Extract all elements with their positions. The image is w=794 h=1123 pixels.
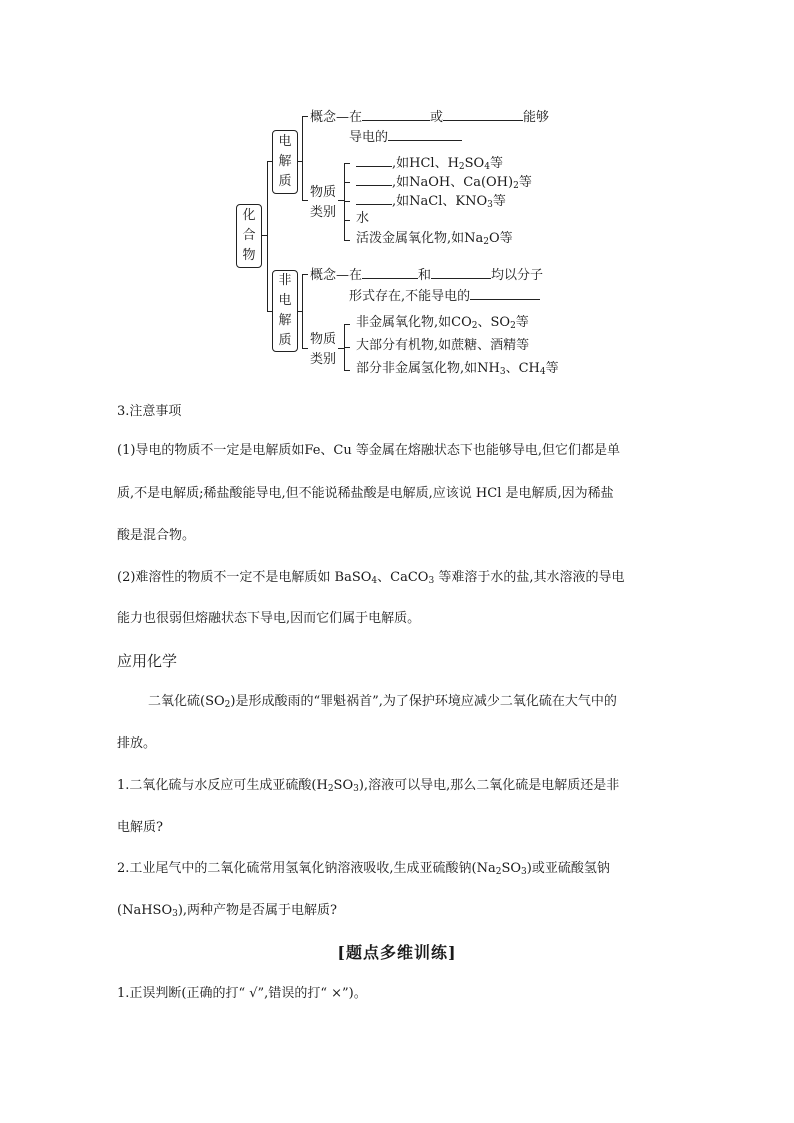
text-run: 水	[356, 211, 370, 226]
text-run: 非金属氧化物,如CO	[356, 315, 472, 330]
electrolyte-bracket	[302, 116, 303, 200]
rich-text	[117, 528, 195, 543]
text-run: 、SO	[477, 315, 511, 330]
applied-intro-line	[117, 734, 156, 754]
question-1-line	[117, 818, 163, 838]
text-run: (NaHSO	[117, 903, 173, 918]
nonelectrolyte-bracket	[302, 274, 303, 348]
box-char: 电	[278, 293, 292, 308]
text-run: 活泼金属氧化物,如Na	[356, 231, 484, 246]
nonelectrolyte-concept-line1	[310, 266, 543, 284]
fill-blank[interactable]	[443, 108, 523, 121]
applied-heading: 应用化学	[117, 652, 178, 670]
text-run: 能力也很弱但熔融状态下导电,因而它们属于电解质。	[117, 611, 421, 626]
text-run: (1)导电的物质不一定是电解质如Fe、Cu 等金属在熔融状态下也能够导电,但它们都是单	[117, 443, 621, 458]
category-label: 类别	[310, 205, 337, 220]
subscript: 3	[521, 867, 527, 877]
text-run: (2)难溶性的物质不一定不是电解质如 BaSO	[117, 570, 372, 585]
root-char: 化	[242, 208, 256, 223]
text-run: 等	[518, 175, 532, 190]
text-run: )是形成酸雨的“罪魁祸首”,为了保护环境应减少二氧化硫在大气中的	[230, 694, 617, 709]
nonelectrolyte-box	[272, 270, 298, 352]
root-bracket	[267, 161, 268, 311]
concept-or: 或	[430, 110, 444, 125]
subscript: 2	[513, 181, 519, 191]
item-tick	[344, 182, 350, 183]
text-run: ),两种产物是否属于电解质?	[177, 903, 338, 918]
text-run: ,如NaOH、Ca(OH)	[392, 175, 514, 190]
electrolyte-to-concept	[302, 116, 308, 117]
root-char: 物	[242, 248, 256, 263]
text-run: SO	[333, 778, 354, 793]
nonelectrolyte-item-organic	[356, 338, 529, 354]
text-run: 电解质?	[117, 820, 163, 835]
text-run: SO	[501, 861, 522, 876]
rich-text	[117, 486, 614, 501]
item-tick	[344, 201, 350, 202]
root-char: 合	[242, 228, 256, 243]
text-run: ,如NaCl、KNO	[392, 194, 488, 209]
root-box-compound	[236, 204, 262, 268]
fill-blank[interactable]	[356, 173, 392, 186]
applied-intro-line	[148, 692, 617, 712]
fill-blank[interactable]	[362, 108, 430, 121]
box-char: 质	[278, 333, 292, 348]
rich-text	[392, 156, 503, 171]
rich-text	[117, 903, 337, 918]
electrolyte-item-salt	[356, 192, 506, 210]
text-run: 排放。	[117, 736, 157, 751]
text-run: ),溶液可以导电,那么二氧化硫是电解质还是非	[358, 778, 620, 793]
rich-text	[392, 175, 532, 190]
category-label: 物质	[310, 185, 337, 200]
notes-p2-line	[117, 568, 624, 588]
rich-text	[117, 443, 620, 458]
rich-text	[356, 315, 529, 330]
nonelectrolyte-item-hydride	[356, 361, 559, 377]
text-run: 、CH	[505, 361, 540, 376]
electrolyte-to-category	[302, 200, 308, 201]
rich-text	[117, 778, 619, 793]
box-char: 解	[278, 154, 292, 169]
category-label: 物质	[310, 332, 337, 347]
fill-blank[interactable]	[356, 154, 392, 167]
electrolyte-item-water	[356, 211, 369, 227]
subscript: 2	[471, 321, 478, 331]
text-run: 等	[489, 156, 503, 171]
electrolyte-item-acid	[356, 154, 503, 172]
subscript: 2	[495, 867, 502, 877]
text-run: 酸是混合物。	[117, 528, 196, 543]
rich-text	[148, 694, 617, 709]
text-run: )或亚硫酸氢钠	[526, 861, 610, 876]
subscript: 3	[353, 784, 359, 794]
text-run: 质,不是电解质;稀盐酸能导电,但不能说稀盐酸是电解质,应该说 HCl 是电解质,因为稀盐	[117, 486, 614, 501]
fill-blank[interactable]	[470, 287, 540, 300]
text-run: 大部分有机物,如蔗糖、酒精等	[356, 338, 530, 353]
electrolyte-category-label	[310, 183, 336, 223]
category-label: 类别	[310, 352, 337, 367]
notes-p1-line	[117, 441, 620, 461]
subscript: 2	[510, 321, 516, 331]
subscript: 4	[371, 576, 378, 586]
rich-text	[117, 611, 420, 626]
notes-p1-line	[117, 484, 614, 504]
concept-prefix: 概念—在	[310, 268, 363, 283]
subscript: 3	[172, 909, 178, 919]
fill-blank[interactable]	[356, 192, 392, 205]
fill-blank[interactable]	[431, 266, 491, 279]
rich-text	[117, 861, 610, 876]
concept-can: 能够	[523, 110, 550, 125]
text-run: 二氧化硫(SO	[148, 694, 225, 709]
text-run: 2.工业尾气中的二氧化硫常用氢氧化钠溶液吸收,生成亚硫酸钠(Na	[117, 861, 496, 876]
item-tick	[344, 370, 350, 371]
nonelectrolyte-category-label	[310, 330, 336, 370]
rich-text	[117, 570, 624, 585]
subscript: 2	[458, 162, 465, 172]
electrolyte-item-base	[356, 173, 532, 191]
box-char: 解	[278, 313, 292, 328]
box-char: 质	[278, 174, 292, 189]
nonelectrolyte-to-category	[302, 348, 308, 349]
electrolyte-item-metal-oxide	[356, 231, 513, 247]
electrolyte-box	[272, 130, 298, 194]
fill-blank[interactable]	[388, 128, 462, 141]
question-2-line	[117, 901, 337, 921]
concept-and: 和	[418, 268, 432, 283]
nonelectrolyte-to-concept	[302, 274, 308, 275]
notes-p1-line	[117, 526, 195, 546]
training-item-1: 1.正误判断(正确的打“ √”,错误的打“ ×”)。	[117, 986, 367, 1001]
text-run: SO	[464, 156, 485, 171]
subscript: 2	[224, 700, 231, 710]
concept-line2: 形式存在,不能导电的	[349, 289, 471, 304]
rich-text	[356, 211, 369, 226]
item-tick	[344, 240, 350, 241]
subscript: 3	[428, 576, 435, 586]
concept-both: 均以分子	[491, 268, 544, 283]
subscript: 4	[539, 367, 546, 377]
subscript: 4	[484, 162, 490, 172]
text-run: 1.二氧化硫与水反应可生成亚硫酸(H	[117, 778, 328, 793]
rich-text	[356, 361, 559, 376]
notes-p2-line	[117, 609, 420, 629]
rich-text	[117, 736, 156, 751]
text-run: 等	[545, 361, 559, 376]
item-tick	[344, 163, 350, 164]
question-1-line	[117, 776, 619, 796]
subscript: 2	[327, 784, 334, 794]
rich-text	[117, 820, 163, 835]
item-tick	[344, 347, 350, 348]
text-run: 部分非金属氢化物,如NH	[356, 361, 500, 376]
item-tick	[344, 220, 350, 221]
concept-line2: 导电的	[349, 130, 389, 145]
text-run: 、CaCO	[377, 570, 429, 585]
subscript: 3	[499, 367, 506, 377]
item-tick	[344, 324, 350, 325]
text-run: 等难溶于水的盐,其水溶液的导电	[434, 570, 625, 585]
box-char: 电	[278, 134, 292, 149]
nonelectrolyte-item-nonmetal-oxide	[356, 315, 529, 331]
box-char: 非	[278, 273, 292, 288]
electrolyte-concept-line1	[310, 108, 549, 126]
text-run: 等	[515, 315, 529, 330]
training-title: [题点多维训练]	[337, 943, 457, 962]
question-2-line	[117, 859, 610, 879]
nonelectrolyte-concept-line2	[349, 287, 540, 305]
rich-text	[356, 231, 513, 246]
text-run: ,如HCl、H	[392, 156, 459, 171]
rich-text	[392, 194, 506, 209]
text-run: O等	[489, 231, 513, 246]
subscript: 2	[483, 237, 489, 247]
rich-text	[356, 338, 529, 353]
text-run: 等	[492, 194, 506, 209]
concept-prefix: 概念—在	[310, 110, 363, 125]
fill-blank[interactable]	[362, 266, 418, 279]
electrolyte-concept-line2	[349, 128, 462, 146]
subscript: 3	[487, 200, 493, 210]
notes-heading: 3.注意事项	[117, 404, 182, 419]
